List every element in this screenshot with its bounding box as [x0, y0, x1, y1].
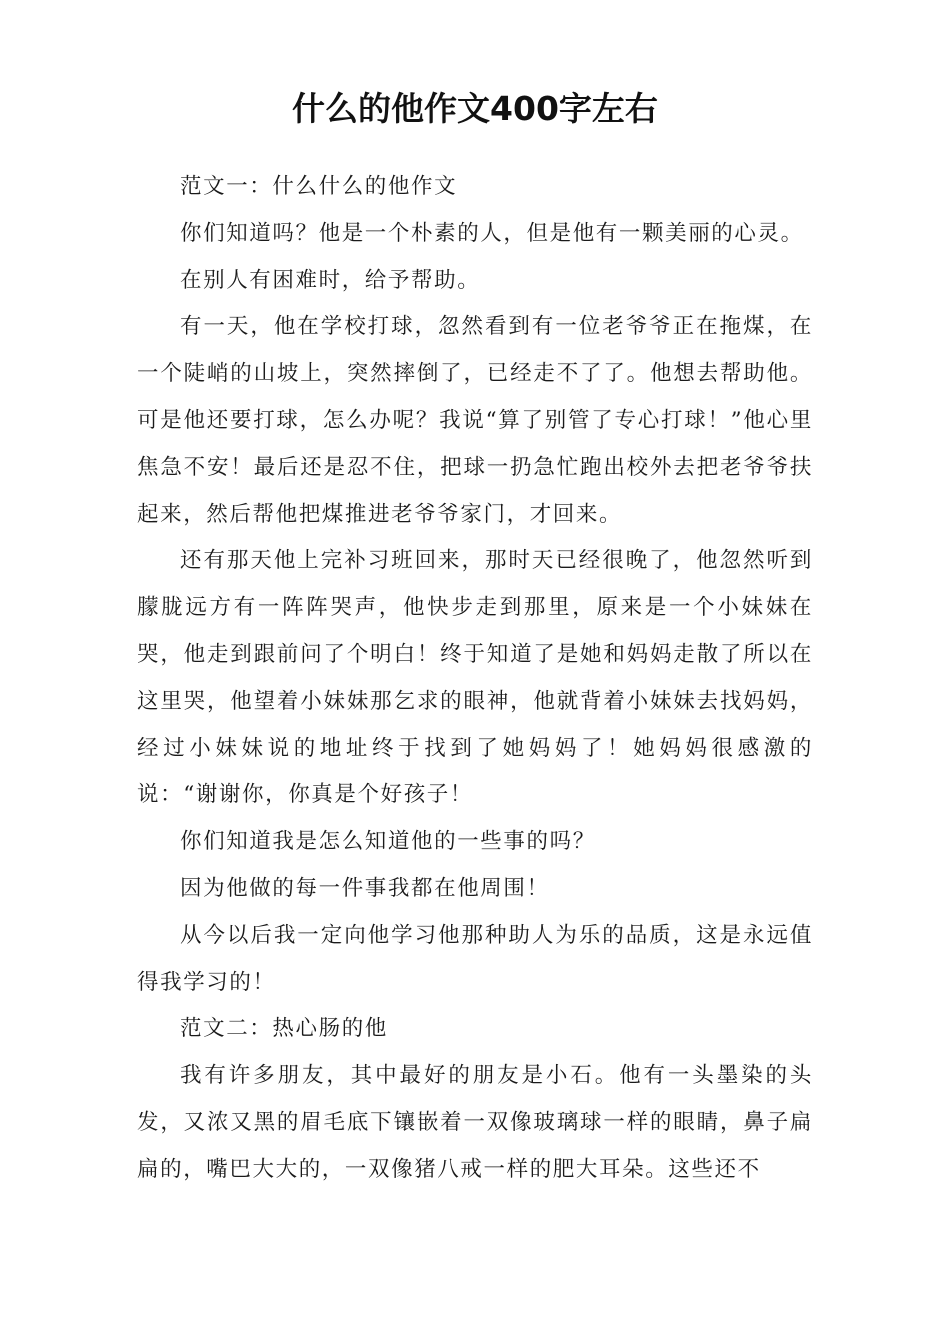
- paragraph: 你们知道吗？他是一个朴素的人，但是他有一颗美丽的心灵。: [180, 220, 804, 246]
- document-title: 什么的他作文400字左右: [292, 89, 658, 128]
- paragraph: 还有那天他上完补习班回来，那时天已经很晚了，他忽然听到朦胧远方有一阵阵哭声，他快步走到那里，原来是一个小妹妹在哭，他走到跟前问了个明白！终于知道了是她和妈妈走散了所以在这里哭，他望着小妹妹那乞求的眼神，他就背着小妹妹去找妈妈，经过小妹妹说的地址终于找到了她妈妈了！她妈妈很感激的说：“谢谢你，你真是个好孩子！: [137, 548, 813, 808]
- document-body: [137, 164, 813, 1194]
- paragraph: 你们知道我是怎么知道他的一些事的吗？: [180, 829, 596, 855]
- paragraph: 我有许多朋友，其中最好的朋友是小石。他有一头墨染的头发，又浓又黑的眉毛底下镶嵌着一双像玻璃球一样的眼睛，鼻子扁扁的，嘴巴大大的，一双像猪八戒一样的肥大耳朵。这些还不: [137, 1063, 813, 1182]
- paragraph: 在别人有困难时，给予帮助。: [180, 267, 481, 293]
- paragraph: 因为他做的每一件事我都在他周围！: [180, 875, 550, 901]
- paragraph: 从今以后我一定向他学习他那种助人为乐的品质，这是永远值得我学习的！: [137, 922, 813, 995]
- paragraph: 有一天，他在学校打球，忽然看到有一位老爷爷正在拖煤，在一个陡峭的山坡上，突然摔倒了，已经走不了了。他想去帮助他。可是他还要打球，怎么办呢？我说“算了别管了专心打球！”他心里焦急不安！最后还是忍不住，把球一扔急忙跑出校外去把老爷爷扶起来，然后帮他把煤推进老爷爷家门，才回来。: [137, 314, 813, 527]
- paragraph-essay2-heading: 范文二：热心肠的他: [180, 1016, 388, 1042]
- paragraph-essay1-heading: 范文一：什么什么的他作文: [180, 174, 458, 199]
